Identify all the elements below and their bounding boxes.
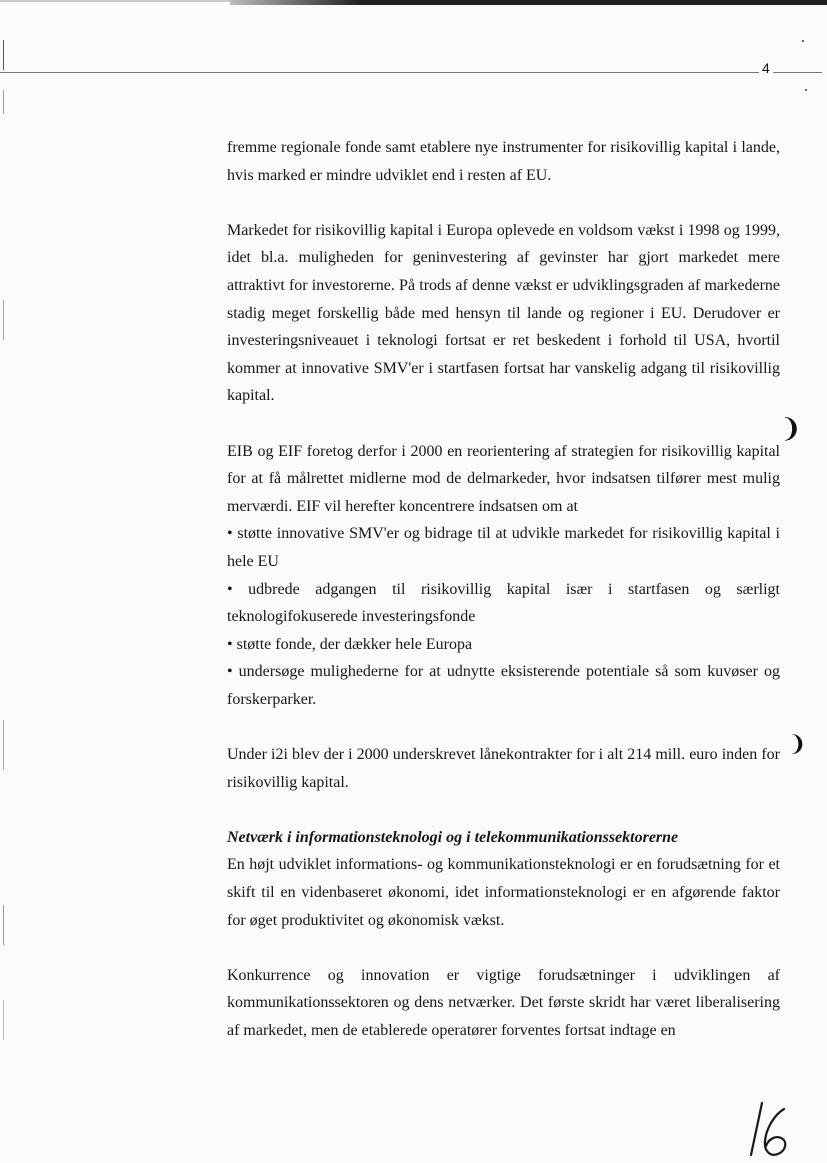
scan-speck xyxy=(805,89,807,91)
scan-left-edge-mark xyxy=(3,90,4,114)
bullet-item: • undersøge mulighederne for at udnytte eksisterende potentiale så som kuvøser og forskerparker. xyxy=(227,663,780,708)
punch-hole-mark: ❩ xyxy=(788,732,807,757)
paragraph: Under i2i blev der i 2000 underskrevet lånekontrakter for i alt 214 mill. euro inden for risikovillig kapital. xyxy=(227,746,780,791)
scan-left-edge-mark xyxy=(3,905,4,945)
header-rule xyxy=(0,72,822,73)
scan-top-edge xyxy=(0,0,827,5)
scan-top-edge-dark xyxy=(230,0,827,5)
scan-left-edge-mark xyxy=(3,40,4,70)
paragraph: En højt udviklet informations- og kommunikationsteknologi er en forudsætning for et skift til en videnbaseret økonomi, idet informationsteknologi er en afgørende faktor for øget produktivitet og økonomisk vækst. xyxy=(227,856,780,929)
bullet-item: • støtte innovative SMV'er og bidrage til at udvikle markedet for risikovillig kapital i hele EU xyxy=(227,525,780,570)
body-text xyxy=(227,134,780,1045)
section-heading: Netværk i informationsteknologi og i telekommunikationssektorerne xyxy=(227,828,679,846)
page-number: 4 xyxy=(759,60,773,76)
paragraph: EIB og EIF foretog derfor i 2000 en reorientering af strategien for risikovillig kapital for at få målrettet midlerne mod de delmarkeder, hvor indsatsen tilfører mest mulig merværdi. EIF vil herefter koncentrere indsatsen om at xyxy=(227,442,780,515)
bullet-item: • udbrede adgangen til risikovillig kapital især i startfasen og særligt teknologifokuserede investeringsfonde xyxy=(227,580,780,626)
paragraph: Markedet for risikovillig kapital i Europa oplevede en voldsom vækst i 1998 og 1999, idet bl.a. muligheden for geninvestering af gevinster har gjort markedet mere attraktivt for investorerne. På trods af denne vækst er udviklingsgraden af markederne stadig meget forskellig både med hensyn til lande og regioner i EU. Derudover er investeringsniveauet i teknologi fortsat er ret beskedent i forhold til USA, hvortil kommer at innovative SMV'er i startfasen fortsat har vanskelig adgang til risikovillig kapital. xyxy=(227,221,780,405)
punch-hole-mark: ❩ xyxy=(780,414,802,444)
scan-speck xyxy=(802,40,804,42)
paragraph: fremme regionale fonde samt etablere nye instrumenter for risikovillig kapital i lande, hvis marked er mindre udviklet end i resten af EU. xyxy=(227,139,780,184)
bullet-item: • støtte fonde, der dækker hele Europa xyxy=(227,635,473,653)
scan-left-edge-mark xyxy=(3,300,4,340)
scan-left-edge-mark xyxy=(3,1000,4,1040)
scan-top-edge-faint xyxy=(0,0,230,2)
handwritten-page-number xyxy=(748,1095,796,1161)
scan-left-edge-mark xyxy=(3,720,4,770)
paragraph: Konkurrence og innovation er vigtige forudsætninger i udviklingen af kommunikationssektoren og dens netværker. Det første skridt har været liberalisering af markedet, men de etablerede operatører forventes fortsat indtage en xyxy=(227,966,780,1039)
